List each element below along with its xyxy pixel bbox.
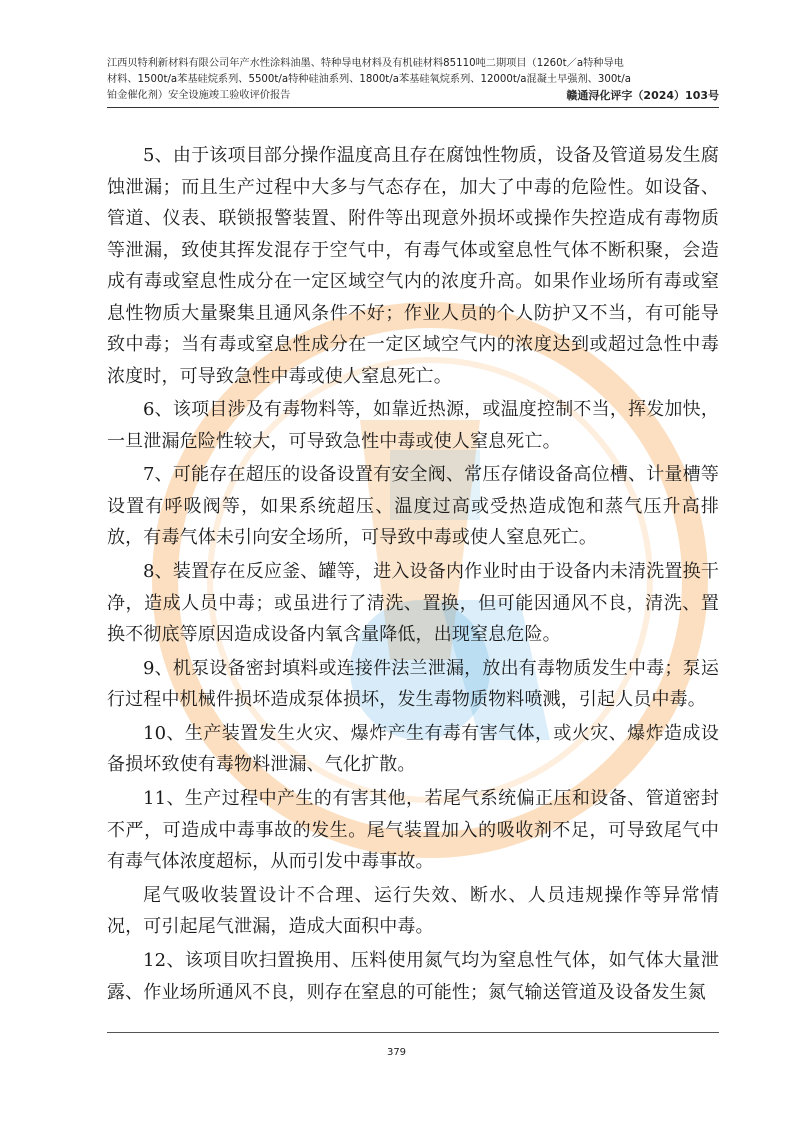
paragraph-item-7: 7、可能存在超压的设备设置有安全阀、常压存储设备高位槽、计量槽等设置有呼吸阀等，如果系统超压、温度过高或受热造成饱和蒸气压升高排放，有毒气体未引向安全场所，可导致中毒或使人窒息死亡。 xyxy=(107,464,719,549)
paragraph-item-5: 5、由于该项目部分操作温度高且存在腐蚀性物质，设备及管道易发生腐蚀泄漏；而且生产过程中大多与气态存在，加大了中毒的危险性。如设备、管道、仪表、联锁报警装置、附件等出现意外损坏或操作失控造成有毒物质等泄漏，致使其挥发混存于空气中，有毒气体或窒息性气体不断积聚，会造成有毒或窒息性成分在一定区域空气内的浓度升高。如果作业场所有毒或窒息性物质大量聚集且通风条件不好；作业人员的个人防护又不当，有可能导致中毒；当有毒或窒息性成分在一定区域空气内的浓度达到或超过急性中毒浓度时，可导致急性中毒或使人窒息死亡。 xyxy=(107,145,719,387)
page-number: 379 xyxy=(386,1047,407,1058)
paragraph-item-8: 8、装置存在反应釜、罐等，进入设备内作业时由于设备内未清洗置换干净，造成人员中毒；或虽进行了清洗、置换，但可能因通风不良，清洗、置换不彻底等原因造成设备内氧含量降低，出现窒息危险。 xyxy=(107,561,719,646)
header-title-line1: 江西贝特利新材料有限公司年产水性涂料油墨、特种导电材料及有机硅材料85110吨二期项目（1260t／a特种导电 xyxy=(107,58,624,69)
header-title-line2: 材料、1500t/a苯基硅烷系列、5500t/a特种硅油系列、1800t/a苯基硅氧烷系列、12000t/a混凝土早强剂、300t/a xyxy=(107,74,631,85)
paragraph-item-12: 12、该项目吹扫置换用、压料使用氮气均为窒息性气体，如气体大量泄露、作业场所通风不良，则存在窒息的可能性；氮气输送管道及设备发生氮 xyxy=(107,950,719,1003)
document-number: 赣通浔化评字（2024）103号 xyxy=(566,89,719,102)
body-text xyxy=(107,140,719,1008)
header-rule xyxy=(107,107,719,108)
paragraph-tail-gas: 尾气吸收装置设计不合理、运行失效、断水、人员违规操作等异常情况，可引起尾气泄漏，造成大面积中毒。 xyxy=(107,884,719,938)
paragraph-item-11: 11、生产过程中产生的有害其他，若尾气系统偏正压和设备、管道密封不严，可造成中毒事故的发生。尾气装置加入的吸收剂不足，可导致尾气中有毒气体浓度超标，从而引发中毒事故。 xyxy=(107,788,719,873)
paragraph-item-10: 10、生产装置发生火灾、爆炸产生有毒有害气体，或火灾、爆炸造成设备损坏致使有毒物料泄漏、气化扩散。 xyxy=(107,722,719,776)
paragraph-item-6: 6、该项目涉及有毒物料等，如靠近热源，或温度控制不当，挥发加快，一旦泄漏危险性较大，可导致急性中毒或使人窒息死亡。 xyxy=(107,399,719,452)
paragraph-item-9: 9、机泵设备密封填料或连接件法兰泄漏，放出有毒物质发生中毒；泵运行过程中机械件损坏造成泵体损坏，发生毒物质物料喷溅，引起人员中毒。 xyxy=(107,657,719,711)
report-header xyxy=(107,56,719,104)
header-title-line3 xyxy=(107,88,719,104)
footer-rule xyxy=(107,1032,719,1033)
header-title-end: 铂金催化剂）安全设施竣工验收评价报告 xyxy=(107,90,291,101)
